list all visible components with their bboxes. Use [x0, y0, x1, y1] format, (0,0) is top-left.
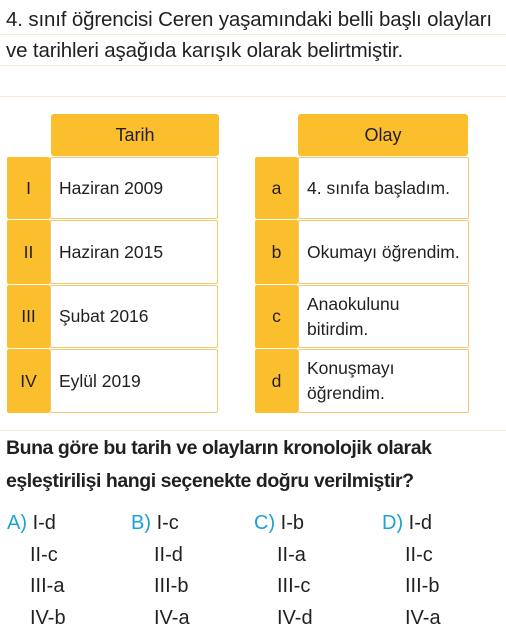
option-a[interactable]	[7, 508, 66, 634]
date-value-2: Haziran 2015	[50, 220, 218, 284]
event-label-d: d	[255, 349, 298, 413]
date-label-4: IV	[7, 349, 50, 413]
option-pair: III-a	[30, 575, 65, 597]
option-c[interactable]	[254, 508, 313, 634]
events-header: Olay	[298, 114, 468, 156]
dates-header: Tarih	[51, 114, 219, 156]
option-pair: I-d	[408, 512, 433, 534]
option-pair: IV-d	[277, 606, 313, 629]
option-letter: A)	[7, 512, 27, 534]
question-text: Buna göre bu tarih ve olayların kronolojik olarak eşleştirilişi hangi seçenekte doğru verilmiştir?	[6, 437, 432, 492]
ruled-line	[0, 430, 506, 431]
event-value-c: Anaokulunu bitirdim.	[298, 285, 469, 348]
option-letter: C)	[254, 512, 276, 534]
event-value-a: 4. sınıfa başladım.	[298, 157, 469, 219]
option-letter: B)	[131, 512, 151, 534]
event-label-c: c	[255, 285, 298, 348]
date-label-3: III	[7, 285, 50, 348]
option-pair: II-c	[30, 543, 58, 566]
event-value-b: Okumayı öğrendim.	[298, 220, 469, 284]
option-letter: D)	[382, 512, 404, 534]
option-pair: III-b	[154, 575, 189, 597]
option-pair: I-c	[156, 512, 179, 534]
option-pair: IV-a	[154, 606, 190, 629]
option-pair: III-c	[277, 575, 311, 597]
ruled-line	[0, 96, 506, 97]
date-value-1: Haziran 2009	[50, 157, 218, 219]
option-d[interactable]	[382, 508, 441, 634]
intro-text: 4. sınıf öğrencisi Ceren yaşamındaki belli başlı olayları ve tarihleri aşağıda karışık olarak belirtmiştir.	[6, 8, 492, 62]
option-pair: II-d	[154, 543, 183, 566]
option-pair: II-c	[405, 543, 433, 566]
date-value-4: Eylül 2019	[50, 349, 218, 413]
option-pair: III-b	[405, 575, 440, 597]
option-b[interactable]	[131, 508, 190, 634]
option-pair: IV-a	[405, 606, 441, 629]
date-label-1: I	[7, 157, 50, 219]
date-label-2: II	[7, 220, 50, 284]
option-pair: II-a	[277, 543, 306, 566]
event-label-b: b	[255, 220, 298, 284]
option-pair: I-d	[32, 512, 56, 534]
date-value-3: Şubat 2016	[50, 285, 218, 348]
option-pair: I-b	[280, 512, 305, 534]
event-label-a: a	[255, 157, 298, 219]
event-value-d: Konuşmayı öğrendim.	[298, 349, 469, 413]
option-pair: IV-b	[30, 606, 66, 629]
